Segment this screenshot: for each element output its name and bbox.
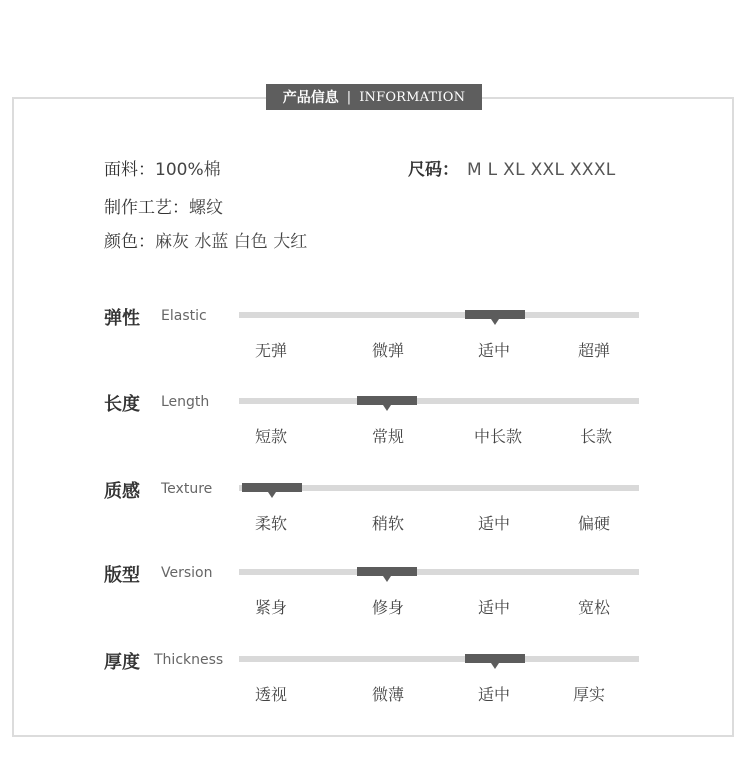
scale-marker xyxy=(465,654,525,663)
scale-level-label: 微弹 xyxy=(371,341,404,360)
attribute-name-en: Version xyxy=(161,565,213,581)
scale-level-label: 修身 xyxy=(371,598,404,617)
attribute-scale-track xyxy=(239,312,639,318)
size-line xyxy=(408,155,616,180)
attribute-name-zh: 弹性 xyxy=(104,308,140,329)
attribute-name-en: Thickness xyxy=(154,652,224,668)
color-line xyxy=(104,227,307,252)
scale-level-label: 中长款 xyxy=(473,427,522,446)
attribute-row-elastic xyxy=(0,304,750,384)
scale-level-label: 长款 xyxy=(579,427,612,446)
attribute-name-zh: 版型 xyxy=(104,565,140,586)
scale-level-label: 透视 xyxy=(254,685,287,704)
scale-level-label: 微薄 xyxy=(371,685,404,704)
attribute-row-length xyxy=(0,390,750,470)
scale-level-label: 无弹 xyxy=(254,341,287,360)
scale-level-label: 柔软 xyxy=(254,514,287,533)
craft-line xyxy=(104,193,223,218)
size-value: M L XL XXL XXXL xyxy=(467,160,616,180)
scale-level-label: 适中 xyxy=(477,685,510,704)
attribute-row-version xyxy=(0,561,750,641)
size-label: 尺码： xyxy=(408,160,459,180)
attribute-name-en: Elastic xyxy=(161,308,207,324)
fabric-label: 面料： xyxy=(104,160,155,180)
section-header-badge xyxy=(266,84,482,110)
attribute-row-texture xyxy=(0,477,750,557)
scale-marker xyxy=(242,483,302,492)
attribute-name-zh: 长度 xyxy=(104,394,140,415)
scale-level-label: 短款 xyxy=(254,427,287,446)
attribute-scale-track xyxy=(239,656,639,662)
color-label: 颜色： xyxy=(104,232,155,252)
attribute-scale-track xyxy=(239,485,639,491)
attribute-scale-track xyxy=(239,398,639,404)
scale-marker xyxy=(357,396,417,405)
scale-level-label: 厚实 xyxy=(572,685,605,704)
scale-level-label: 紧身 xyxy=(254,598,287,617)
fabric-line xyxy=(104,155,221,180)
craft-label: 制作工艺： xyxy=(104,198,189,218)
attribute-name-zh: 质感 xyxy=(104,481,140,502)
header-title-en: INFORMATION xyxy=(359,89,466,105)
header-separator: | xyxy=(346,89,352,105)
scale-level-label: 超弹 xyxy=(577,341,610,360)
scale-level-label: 适中 xyxy=(477,514,510,533)
attribute-name-en: Texture xyxy=(161,481,213,497)
scale-level-label: 适中 xyxy=(477,598,510,617)
color-value: 麻灰 水蓝 白色 大红 xyxy=(155,232,308,252)
craft-value: 螺纹 xyxy=(189,198,223,218)
attribute-name-zh: 厚度 xyxy=(104,652,140,673)
scale-level-label: 常规 xyxy=(371,427,404,446)
scale-level-label: 宽松 xyxy=(577,598,610,617)
attribute-row-thickness xyxy=(0,648,750,728)
scale-level-label: 偏硬 xyxy=(577,514,610,533)
attribute-name-en: Length xyxy=(161,394,210,410)
scale-level-label: 稍软 xyxy=(371,514,404,533)
attribute-scale-track xyxy=(239,569,639,575)
header-title-zh: 产品信息 xyxy=(282,90,339,106)
scale-marker xyxy=(357,567,417,576)
scale-level-label: 适中 xyxy=(477,341,510,360)
scale-marker xyxy=(465,310,525,319)
fabric-value: 100%棉 xyxy=(155,160,221,180)
